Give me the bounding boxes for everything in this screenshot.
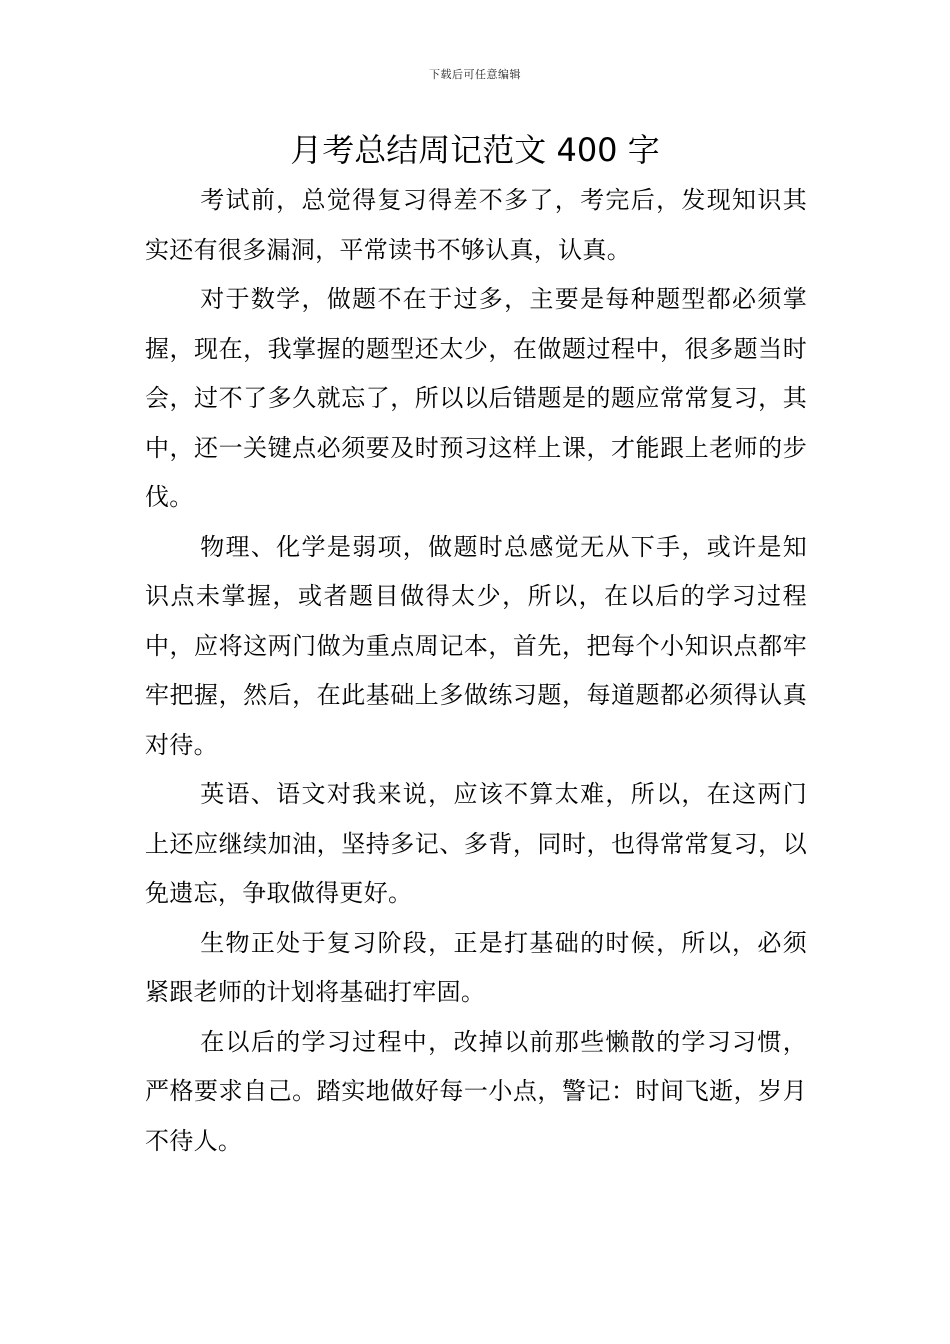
document-body — [145, 176, 807, 1166]
paragraph-english-chinese: 英语、语文对我来说，应该不算太难，所以，在这两门上还应继续加油，坚持多记、多背，同时，也得常常复习，以免遗忘，争取做得更好。 — [145, 780, 807, 907]
paragraph-math: 对于数学，做题不在于过多，主要是每种题型都必须掌握，现在，我掌握的题型还太少，在做题过程中，很多题当时会，过不了多久就忘了，所以以后错题是的题应常常复习，其中，还一关键点必须要及时预习这样上课，才能跟上老师的步伐。 — [145, 285, 807, 511]
header-note: 下载后可任意编辑 — [429, 68, 521, 81]
paragraph-intro: 考试前，总觉得复习得差不多了，考完后，发现知识其实还有很多漏洞，平常读书不够认真，认真。 — [145, 186, 807, 264]
document-title: 月考总结周记范文 400 字 — [290, 131, 660, 169]
paragraph-physics-chemistry: 物理、化学是弱项，做题时总感觉无从下手，或许是知识点未掌握，或者题目做得太少，所以，在以后的学习过程中，应将这两门做为重点周记本，首先，把每个小知识点都牢牢把握，然后，在此基础上多做练习题，每道题都必须得认真对待。 — [145, 532, 807, 759]
paragraph-biology: 生物正处于复习阶段，正是打基础的时候，所以，必须紧跟老师的计划将基础打牢固。 — [145, 928, 807, 1006]
paragraph-conclusion: 在以后的学习过程中，改掉以前那些懒散的学习习惯，严格要求自己。踏实地做好每一小点，警记：时间飞逝，岁月不待人。 — [145, 1027, 807, 1155]
